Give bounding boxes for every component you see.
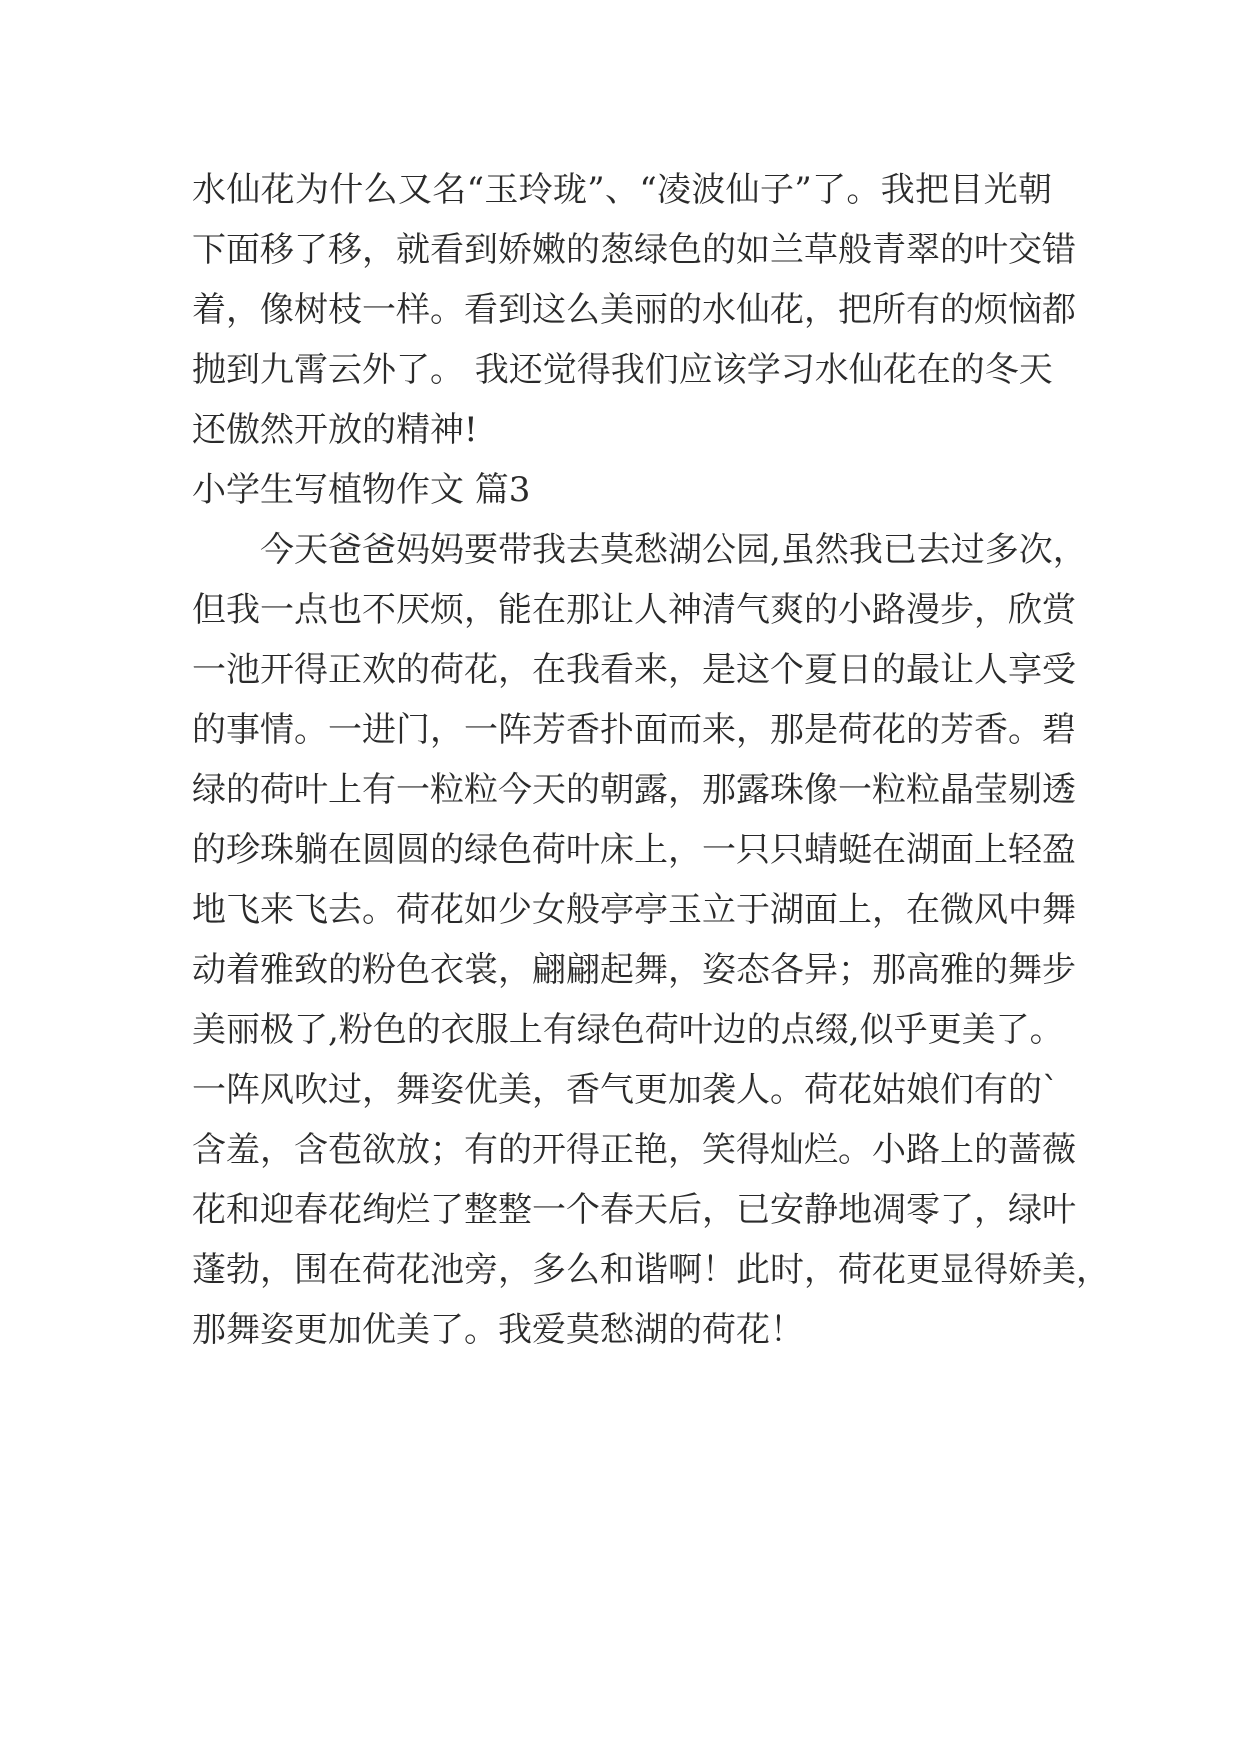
paragraph-line: 还傲然开放的精神! bbox=[192, 410, 478, 450]
essay-line: 地飞来飞去。荷花如少女般亭亭玉立于湖面上，在微风中舞 bbox=[192, 890, 1076, 930]
paragraph-line: 抛到九霄云外了。 我还觉得我们应该学习水仙花在的冬天 bbox=[192, 350, 1053, 390]
essay-line: 今天爸爸妈妈要带我去莫愁湖公园,虽然我已去过多次， bbox=[192, 530, 1087, 570]
essay-line: 一阵风吹过，舞姿优美，香气更加袭人。荷花姑娘们有的` bbox=[192, 1070, 1059, 1110]
essay-line: 含羞，含苞欲放；有的开得正艳，笑得灿烂。小路上的蔷薇 bbox=[192, 1130, 1076, 1170]
essay-line: 但我一点也不厌烦，能在那让人神清气爽的小路漫步，欣赏 bbox=[192, 590, 1076, 630]
section-heading: 小学生写植物作文 篇3 bbox=[192, 470, 531, 510]
essay-line: 绿的荷叶上有一粒粒今天的朝露，那露珠像一粒粒晶莹剔透 bbox=[192, 770, 1076, 810]
essay-line: 的珍珠躺在圆圆的绿色荷叶床上，一只只蜻蜓在湖面上轻盈 bbox=[192, 830, 1076, 870]
paragraph-line: 着，像树枝一样。看到这么美丽的水仙花，把所有的烦恼都 bbox=[192, 290, 1076, 330]
essay-paragraph bbox=[192, 520, 1110, 1360]
essay-line: 那舞姿更加优美了。我爱莫愁湖的荷花！ bbox=[192, 1310, 804, 1350]
essay-line: 的事情。一进门，一阵芳香扑面而来，那是荷花的芳香。碧 bbox=[192, 710, 1076, 750]
essay-line: 动着雅致的粉色衣裳，翩翩起舞，姿态各异；那高雅的舞步 bbox=[192, 950, 1076, 990]
essay-line: 一池开得正欢的荷花，在我看来，是这个夏日的最让人享受 bbox=[192, 650, 1076, 690]
document-body bbox=[192, 160, 1110, 1360]
paragraph-line: 下面移了移，就看到娇嫩的葱绿色的如兰草般青翠的叶交错 bbox=[192, 230, 1076, 270]
paragraph-line: 水仙花为什么又名“玉玲珑”、“凌波仙子”了。我把目光朝 bbox=[192, 170, 1052, 210]
essay-line: 花和迎春花绚烂了整整一个春天后，已安静地凋零了，绿叶 bbox=[192, 1190, 1076, 1230]
essay-line: 蓬勃，围在荷花池旁，多么和谐啊！此时，荷花更显得娇美， bbox=[192, 1250, 1110, 1290]
previous-paragraph bbox=[192, 160, 1076, 460]
essay-line: 美丽极了,粉色的衣服上有绿色荷叶边的点缀,似乎更美了。 bbox=[192, 1010, 1064, 1050]
